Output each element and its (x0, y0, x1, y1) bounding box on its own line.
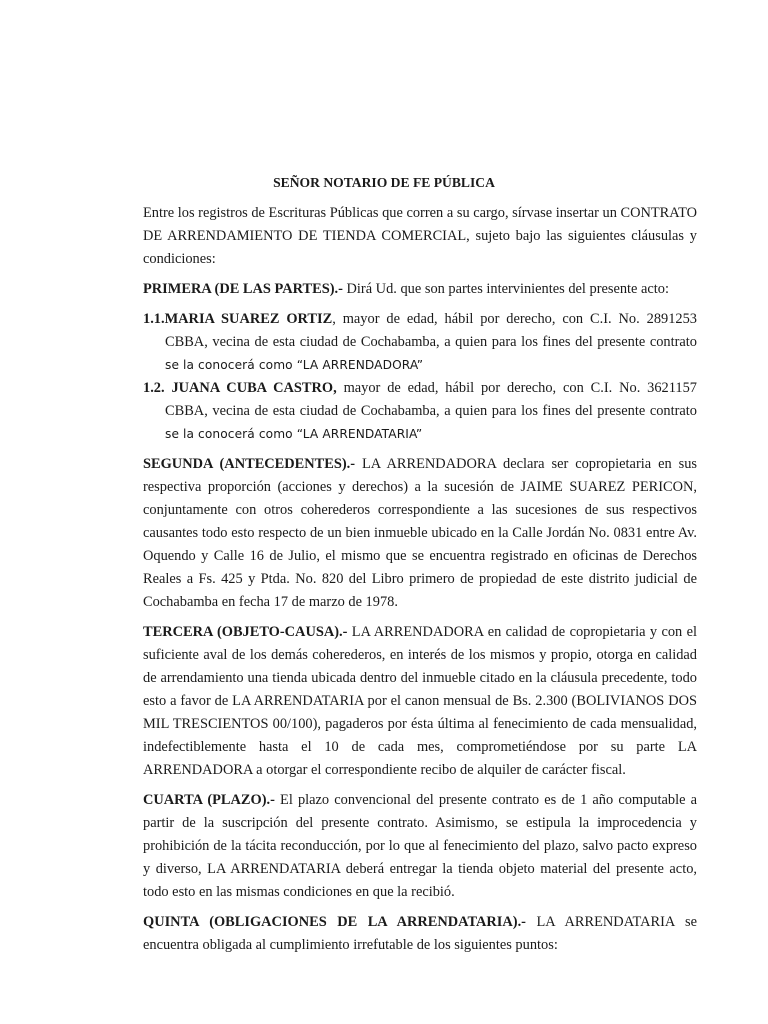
clause-tercera-heading: TERCERA (OBJETO-CAUSA).- (143, 624, 348, 640)
document-title: SEÑOR NOTARIO DE FE PÚBLICA (273, 175, 495, 190)
document-body (143, 202, 697, 964)
party-2-name: 1.2. JUANA CUBA CASTRO, (143, 380, 337, 396)
clause-quinta-text: LA ARRENDATARIA se encuentra obligada al cumplimiento irrefutable de los siguientes puntos: (143, 914, 697, 953)
party-2-line1-text: mayor de edad, hábil por derecho, con C.I. No. 3621157 (336, 380, 697, 396)
clause-tercera-text: LA ARRENDADORA en calidad de copropietaria y con el suficiente aval de los demás coherederos, en interés de los mismos y propio, otorga en calidad de arrendamiento una tienda ubicada dentro del inmueble citado en la cláusula precedente, todo esto a favor de LA ARRENDATARIA por el canon mensual de Bs. 2.300 (BOLIVIANOS DOS MIL TRESCIENTOS 00/100), pagaderos por ésta última al fenecimiento de cada mensualidad, indefectiblemente hasta el 10 de cada mes, comprometiéndose por su parte LA ARRENDADORA a otorgar el correspondiente recibo de alquiler de carácter fiscal. (143, 624, 697, 778)
party-1-line1-text: , mayor de edad, hábil por derecho, con C.I. No. 2891253 (332, 311, 697, 327)
party-1-line2: CBBA, vecina de esta ciudad de Cochabamba, a quien para los fines del presente contrato (165, 334, 697, 350)
party-2 (143, 377, 697, 446)
clause-segunda (143, 453, 697, 614)
party-2-line1 (143, 377, 697, 400)
party-1-line1 (143, 308, 697, 331)
party-2-line3: se la conocerá como “LA ARRENDATARIA” (165, 427, 423, 441)
clause-segunda-heading: SEGUNDA (ANTECEDENTES).- (143, 456, 356, 472)
clause-cuarta (143, 789, 697, 904)
clause-segunda-text: LA ARRENDADORA declara ser copropietaria en sus respectiva proporción (acciones y derechos) a la sucesión de JAIME SUAREZ PERICON, conjuntamente con otros coherederos correspondiente a las sucesiones de sus respectivos causantes todo esto respecto de un bien inmueble ubicado en la Calle Jordán No. 0831 entre Av. Oquendo y Calle 16 de Julio, el mismo que se encuentra registrado en oficinas de Derechos Reales a Fs. 425 y Ptda. No. 820 del Libro primero de propiedad de este distrito judicial de Cochabamba en fecha 17 de marzo de 1978. (143, 456, 697, 610)
intro-paragraph: Entre los registros de Escrituras Públicas que corren a su cargo, sírvase insertar un CONTRATO DE ARRENDAMIENTO DE TIENDA COMERCIAL, sujeto bajo las siguientes cláusulas y condiciones: (143, 205, 697, 267)
party-1-name: 1.1.MARIA SUAREZ ORTIZ (143, 311, 333, 327)
clause-primera (143, 278, 697, 301)
clause-primera-text: Dirá Ud. que son partes intervinientes del presente acto: (342, 281, 670, 297)
clause-cuarta-text: El plazo convencional del presente contrato es de 1 año computable a partir de la suscripción del presente contrato. Asimismo, se estipula la improcedencia y prohibición de la tácita reconducción, por lo que al fenecimiento del plazo, salvo pacto expreso y diverso, LA ARRENDATARIA deberá entregar la tienda objeto material del presente acto, todo esto en las mismas condiciones en que la recibió. (143, 792, 698, 900)
clause-quinta (143, 911, 697, 957)
party-2-line2: CBBA, vecina de esta ciudad de Cochabamba, a quien para los fines del presente contrato (165, 403, 697, 419)
party-1 (143, 308, 697, 377)
clause-primera-heading: PRIMERA (DE LAS PARTES).- (143, 281, 343, 297)
clause-tercera (143, 621, 697, 782)
party-1-line3: se la conocerá como “LA ARRENDADORA” (165, 358, 424, 372)
clause-quinta-heading: QUINTA (OBLIGACIONES DE LA ARRENDATARIA).- (143, 914, 526, 930)
clause-cuarta-heading: CUARTA (PLAZO).- (143, 792, 275, 808)
